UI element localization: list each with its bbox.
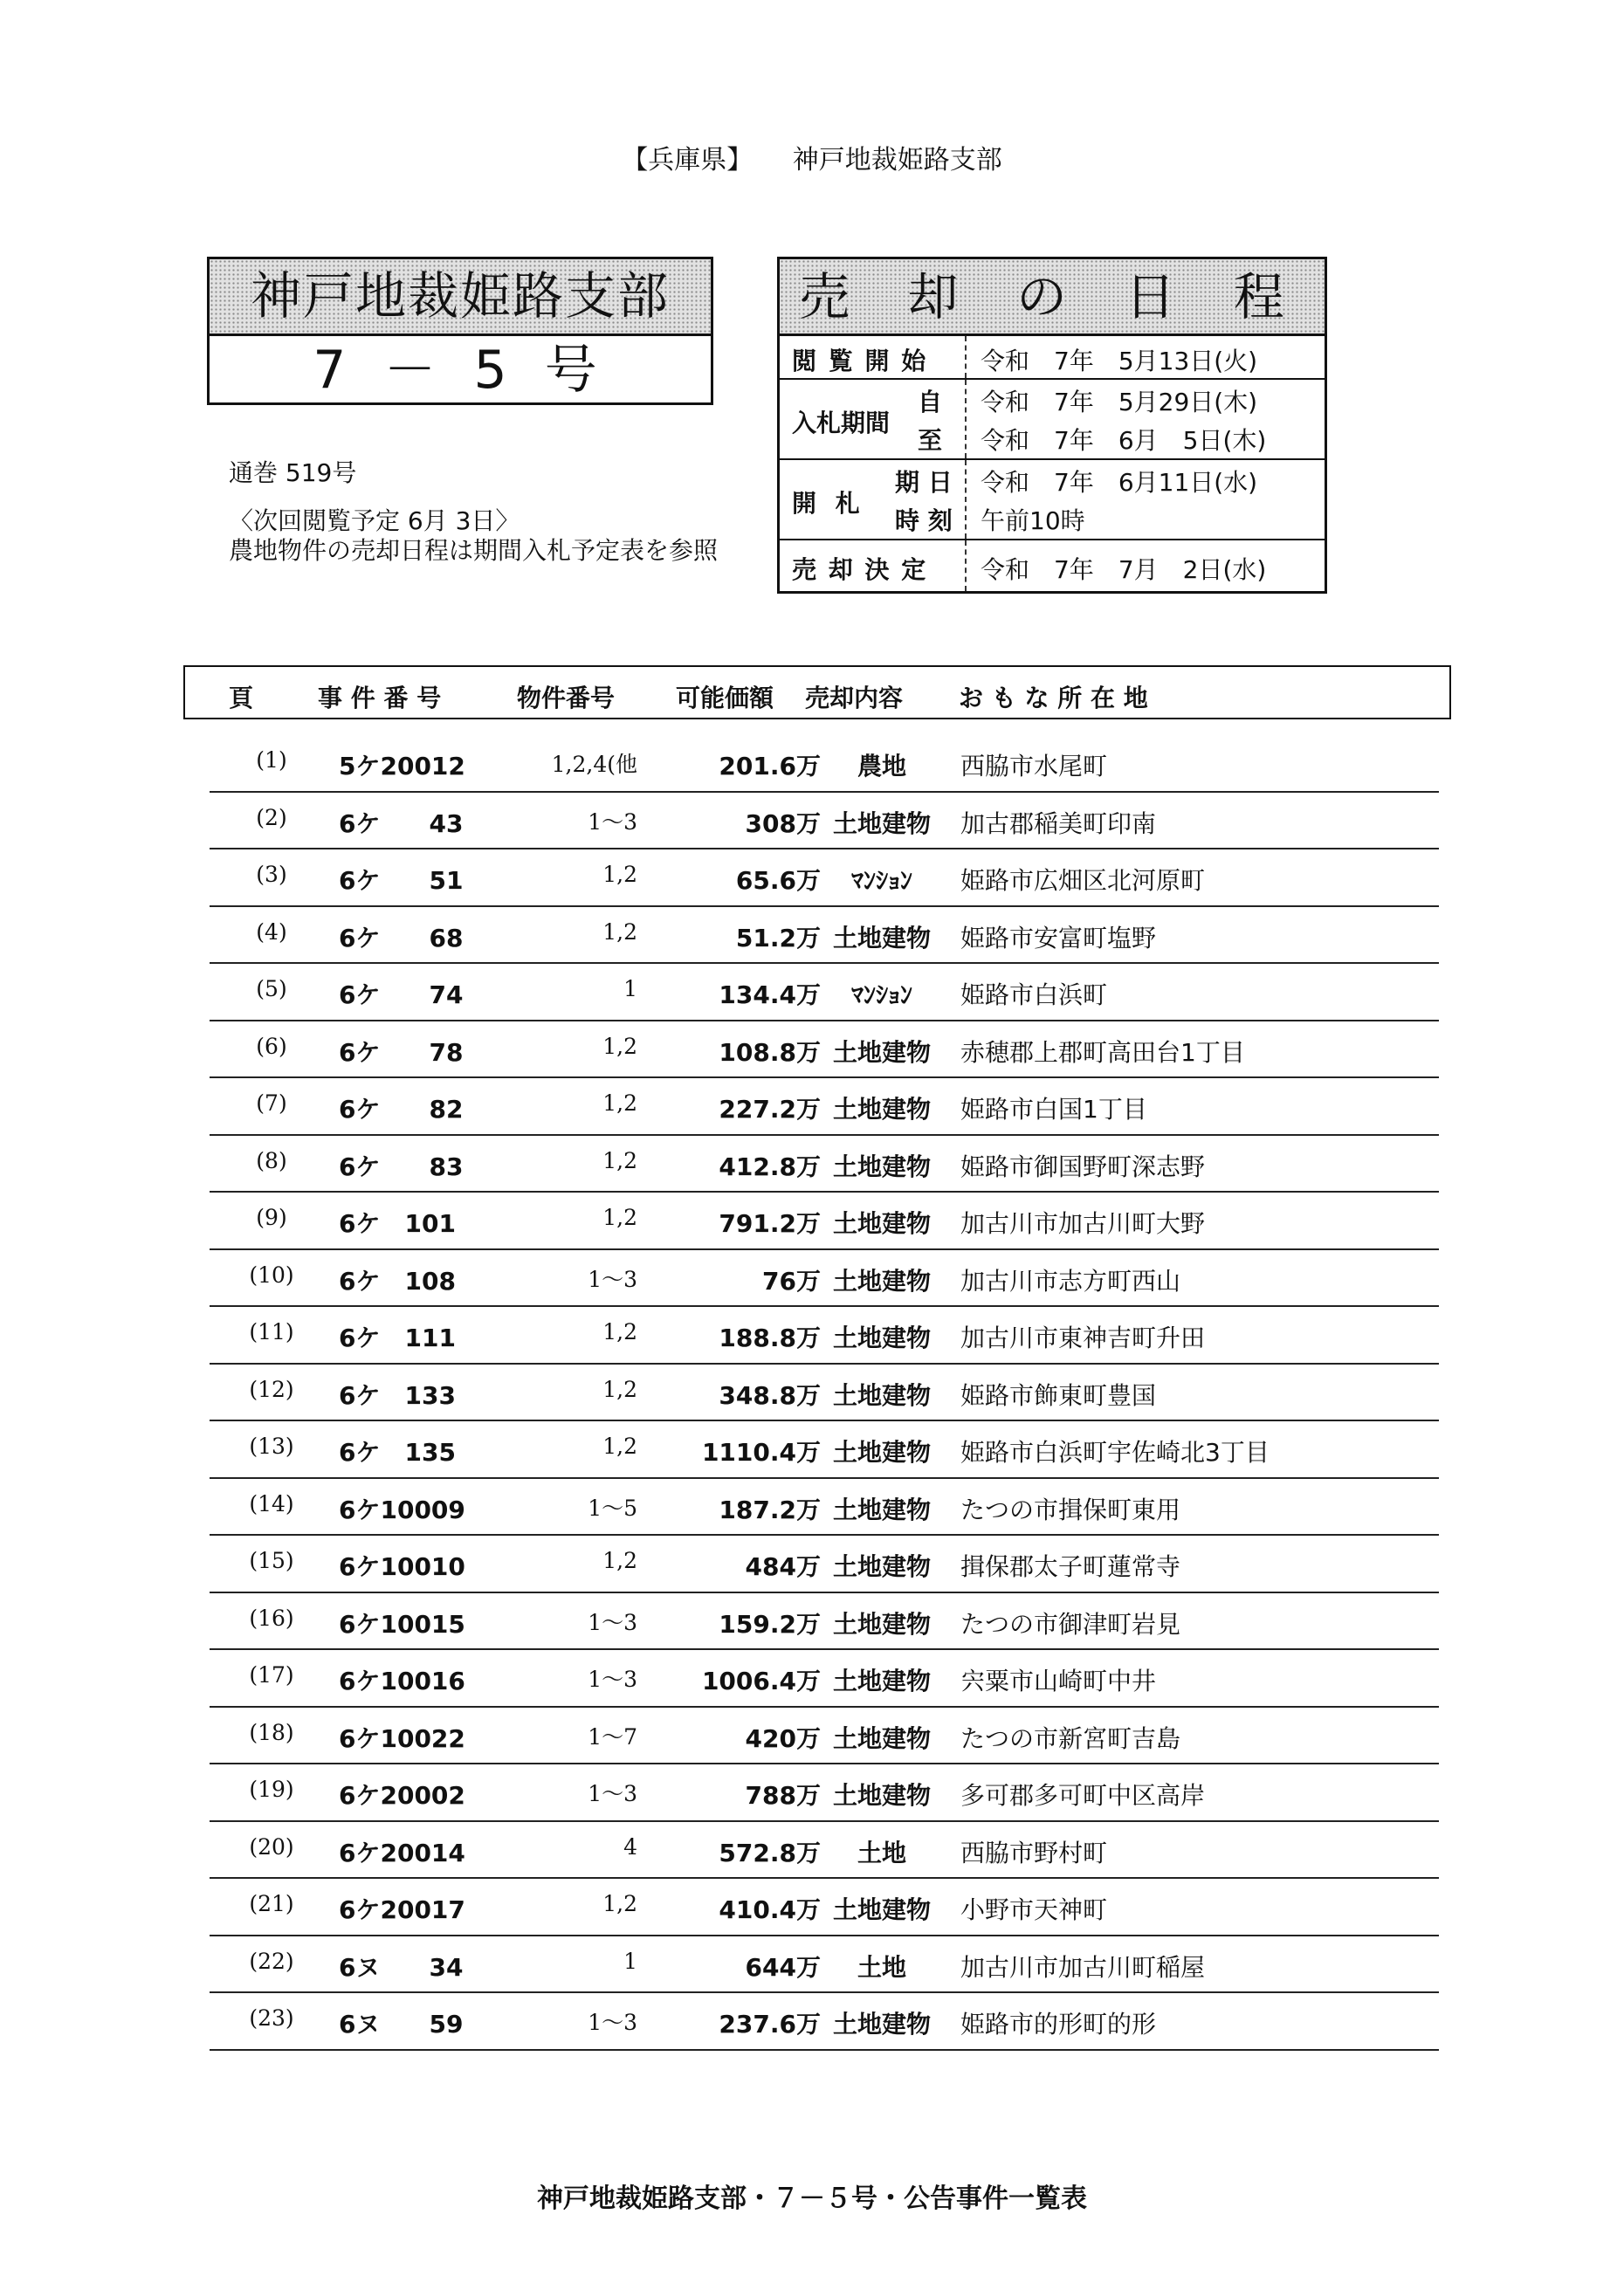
row-price: 108.8万 (719, 1037, 821, 1067)
header-item-number: 物件番号 (517, 684, 616, 712)
row-case-number: 6ケ10009 (339, 1495, 465, 1524)
row-location: 姫路市白浜町宇佐崎北3丁目 (960, 1438, 1270, 1467)
table-row (210, 1193, 1439, 1250)
row-page: (19) (249, 1777, 294, 1802)
table-row (210, 1421, 1439, 1479)
row-price: 187.2万 (719, 1495, 821, 1524)
row-page: (22) (249, 1948, 294, 1974)
page-footer: 神戸地裁姫路支部・７－５号・公告事件一覧表 (537, 2183, 1087, 2214)
table-row (210, 1250, 1439, 1308)
row-item-number: 4 (623, 1833, 637, 1860)
row-item-number: 1～3 (588, 2010, 637, 2035)
row-price: 51.2万 (735, 923, 821, 952)
table-row (210, 1021, 1439, 1079)
row-sale-type: 土地 (857, 1838, 906, 1867)
row-price: 1110.4万 (701, 1438, 821, 1467)
page-header (0, 138, 1624, 176)
row-page: (3) (256, 862, 287, 887)
row-price: 201.6万 (719, 752, 821, 781)
row-sale-type: ﾏﾝｼｮﾝ (850, 866, 912, 895)
row-location: 加古川市東神吉町升田 (960, 1324, 1206, 1352)
table-row (210, 1536, 1439, 1593)
row-page: (8) (256, 1147, 287, 1173)
row-page: (5) (256, 976, 287, 1001)
row-item-number: 1～3 (588, 1266, 637, 1292)
table-row (210, 1365, 1439, 1422)
header-page: 頁 (229, 684, 254, 712)
row-sale-type: ﾏﾝｼｮﾝ (850, 980, 912, 1009)
row-page: (15) (249, 1548, 294, 1573)
row-price: 484万 (745, 1552, 821, 1581)
case-table-body (210, 735, 1439, 2051)
row-sale-type: 土地建物 (832, 1324, 931, 1352)
row-sale-type: 土地建物 (832, 1438, 931, 1467)
row-item-number: 1 (623, 1948, 637, 1974)
row-case-number: 6ケ 78 (339, 1037, 464, 1067)
row-page: (10) (249, 1262, 294, 1288)
row-item-number: 1～7 (588, 1723, 637, 1750)
row-item-number: 1,2 (602, 1033, 637, 1059)
row-page: (17) (249, 1662, 294, 1688)
row-case-number: 6ケ20002 (339, 1781, 465, 1810)
row-location: 姫路市白浜町 (960, 980, 1108, 1009)
table-row (210, 1650, 1439, 1708)
row-price: 65.6万 (735, 866, 821, 895)
row-item-number: 1,2 (602, 1376, 637, 1402)
row-price: 159.2万 (719, 1609, 821, 1639)
table-row (210, 735, 1439, 793)
row-item-number: 1 (623, 976, 637, 1001)
row-price: 420万 (745, 1723, 821, 1753)
opening-time-value: 午前10時 (981, 506, 1085, 535)
row-price: 788万 (745, 1781, 821, 1810)
row-case-number: 6ケ 83 (339, 1152, 464, 1181)
row-location: 加古川市志方町西山 (960, 1266, 1181, 1296)
table-row (210, 1936, 1439, 1994)
table-row (210, 907, 1439, 965)
row-price: 76万 (762, 1266, 821, 1296)
table-row (210, 1307, 1439, 1365)
prefecture-label: 【兵庫県】 (622, 145, 754, 175)
row-location: 姫路市広畑区北河原町 (960, 866, 1206, 895)
row-case-number: 6ヌ 34 (339, 1952, 464, 1982)
row-page: (16) (249, 1605, 294, 1631)
row-item-number: 1,2 (602, 1319, 637, 1344)
opening-date-value: 令和 7年 6月11日(水) (981, 468, 1258, 497)
row-price: 237.6万 (719, 2010, 821, 2039)
header-price: 可能価額 (676, 684, 774, 712)
row-location: 姫路市御国野町深志野 (960, 1152, 1206, 1181)
row-location: 赤穂郡上郡町高田台1丁目 (960, 1037, 1245, 1067)
row-price: 1006.4万 (701, 1667, 821, 1695)
row-location: 加古郡稲美町印南 (960, 808, 1157, 838)
row-page: (7) (256, 1090, 287, 1116)
row-item-number: 1～3 (588, 1609, 637, 1635)
row-page: (13) (249, 1434, 294, 1459)
row-case-number: 6ヌ 59 (339, 2010, 464, 2039)
table-row (210, 793, 1439, 850)
row-sale-type: 土地建物 (832, 1495, 931, 1524)
row-location: 小野市天神町 (960, 1895, 1108, 1924)
bid-to-value: 令和 7年 6月 5日(木) (981, 426, 1267, 455)
volume-number: 通巻 519号 (229, 458, 357, 487)
row-page: (18) (249, 1719, 294, 1745)
row-page: (6) (256, 1033, 287, 1059)
row-item-number: 1,2 (602, 1434, 637, 1459)
row-sale-type: 土地建物 (832, 1723, 931, 1753)
row-location: 姫路市安富町塩野 (960, 923, 1157, 952)
row-item-number: 1,2,4(他 (551, 752, 637, 777)
row-sale-type: 土地建物 (832, 923, 931, 952)
row-item-number: 1,2 (602, 1548, 637, 1573)
schedule-title: 売 却 の 日 程 (780, 259, 1325, 336)
row-sale-type: 土地建物 (832, 2010, 931, 2039)
row-item-number: 1～3 (588, 1667, 637, 1692)
row-sale-type: 土地建物 (832, 1609, 931, 1639)
table-row (210, 1708, 1439, 1765)
row-page: (21) (249, 1891, 294, 1916)
row-case-number: 6ケ10022 (339, 1723, 465, 1753)
court-label: 神戸地裁姫路支部 (792, 145, 1002, 175)
row-location: 揖保郡太子町蓮常寺 (960, 1552, 1181, 1581)
row-sale-type: 土地建物 (832, 1667, 931, 1695)
row-page: (14) (249, 1490, 294, 1516)
row-item-number: 1,2 (602, 1891, 637, 1916)
row-item-number: 1,2 (602, 1205, 637, 1230)
row-case-number: 6ケ 108 (339, 1266, 456, 1296)
table-row (210, 964, 1439, 1021)
row-case-number: 6ケ 111 (339, 1324, 456, 1352)
row-price: 791.2万 (719, 1209, 821, 1238)
schedule-row-bidding (780, 378, 1325, 458)
row-sale-type: 土地建物 (832, 1895, 931, 1924)
title-box (207, 257, 713, 405)
row-page: (1) (256, 747, 287, 773)
row-case-number: 6ケ10010 (339, 1552, 465, 1581)
row-location: たつの市新宮町吉島 (960, 1723, 1181, 1753)
row-case-number: 6ケ 51 (339, 866, 464, 895)
row-page: (23) (249, 2005, 294, 2031)
row-sale-type: 土地建物 (832, 1152, 931, 1181)
row-location: 宍粟市山崎町中井 (960, 1667, 1157, 1695)
row-location: 加古川市加古川町稲屋 (960, 1952, 1206, 1982)
row-location: たつの市御津町岩見 (960, 1609, 1181, 1639)
row-sale-type: 土地建物 (832, 1781, 931, 1810)
row-case-number: 6ケ10016 (339, 1667, 465, 1695)
row-item-number: 1～3 (588, 808, 637, 835)
viewing-value: 令和 7年 5月13日(火) (981, 347, 1258, 375)
row-location: たつの市揖保町東用 (960, 1495, 1181, 1524)
title-issue-number: 7 － 5 号 (313, 340, 608, 401)
bid-period-label: 入札期間 (792, 409, 891, 437)
row-location: 加古川市加古川町大野 (960, 1209, 1206, 1238)
row-page: (2) (256, 804, 287, 830)
header-sale-type: 売却内容 (805, 684, 904, 712)
row-location: 西脇市水尾町 (960, 752, 1108, 781)
table-row (210, 1764, 1439, 1822)
table-row (210, 849, 1439, 907)
row-page: (9) (256, 1205, 287, 1230)
schedule-row-decision (780, 539, 1325, 591)
header-case-number: 事 件 番 号 (318, 684, 442, 712)
row-sale-type: 土地建物 (832, 1380, 931, 1410)
row-case-number: 6ケ20014 (339, 1838, 465, 1867)
row-sale-type: 土地建物 (832, 1037, 931, 1067)
row-item-number: 1～5 (588, 1495, 637, 1521)
table-row (210, 1879, 1439, 1936)
row-price: 308万 (745, 808, 821, 838)
row-case-number: 5ケ20012 (339, 752, 465, 781)
row-case-number: 6ケ 82 (339, 1095, 464, 1124)
table-row (210, 1078, 1439, 1136)
row-page: (4) (256, 918, 287, 945)
row-case-number: 6ケ 133 (339, 1380, 456, 1410)
header-location: お も な 所 在 地 (959, 684, 1148, 712)
table-row (210, 1479, 1439, 1537)
row-location: 姫路市的形町的形 (960, 2010, 1157, 2039)
row-price: 134.4万 (719, 980, 821, 1009)
row-sale-type: 農地 (857, 752, 906, 781)
bid-to-label: 至 (918, 426, 943, 455)
row-item-number: 1,2 (602, 1090, 637, 1116)
row-case-number: 6ケ10015 (339, 1609, 465, 1639)
row-case-number: 6ケ 135 (339, 1438, 456, 1467)
row-price: 227.2万 (719, 1095, 821, 1124)
row-case-number: 6ケ 43 (339, 808, 464, 838)
row-sale-type: 土地建物 (832, 1552, 931, 1581)
next-viewing-note: 〈次回閲覧予定 6月 3日〉 (229, 506, 520, 535)
table-row (210, 1993, 1439, 2051)
row-location: 姫路市飾東町豊国 (960, 1380, 1157, 1410)
row-page: (20) (249, 1833, 294, 1860)
row-item-number: 1,2 (602, 1147, 637, 1173)
row-price: 644万 (745, 1952, 821, 1982)
row-sale-type: 土地 (857, 1952, 906, 1982)
row-page: (11) (249, 1319, 294, 1344)
row-price: 412.8万 (719, 1152, 821, 1181)
farmland-schedule-note: 農地物件の売却日程は期間入札予定表を参照 (229, 536, 719, 565)
row-price: 188.8万 (719, 1324, 821, 1352)
table-row (210, 1822, 1439, 1880)
row-sale-type: 土地建物 (832, 1209, 931, 1238)
title-court-name: 神戸地裁姫路支部 (210, 259, 711, 336)
row-case-number: 6ケ 101 (339, 1209, 456, 1238)
row-page: (12) (249, 1376, 294, 1402)
row-item-number: 1～3 (588, 1781, 637, 1806)
bid-from-label: 自 (918, 388, 943, 416)
row-location: 多可郡多可町中区高岸 (960, 1781, 1206, 1810)
opening-date-label: 期 日 (895, 468, 953, 497)
bid-from-value: 令和 7年 5月29日(木) (981, 388, 1258, 416)
row-location: 姫路市白国1丁目 (960, 1095, 1147, 1124)
schedule-row-opening (780, 458, 1325, 539)
row-item-number: 1,2 (602, 918, 637, 945)
table-row (210, 1136, 1439, 1193)
row-sale-type: 土地建物 (832, 808, 931, 838)
decision-label: 売 却 決 定 (792, 555, 928, 584)
opening-time-label: 時 刻 (895, 506, 953, 535)
row-sale-type: 土地建物 (832, 1266, 931, 1296)
row-case-number: 6ケ 74 (339, 980, 464, 1009)
row-case-number: 6ケ 68 (339, 923, 464, 952)
row-location: 西脇市野村町 (960, 1838, 1108, 1867)
opening-label: 開 札 (792, 489, 865, 518)
row-price: 572.8万 (719, 1838, 821, 1867)
row-item-number: 1,2 (602, 862, 637, 887)
table-header (183, 665, 1451, 719)
table-row (210, 1593, 1439, 1651)
row-case-number: 6ケ20017 (339, 1895, 465, 1924)
row-price: 410.4万 (719, 1895, 821, 1924)
sale-schedule-box (777, 257, 1327, 594)
row-sale-type: 土地建物 (832, 1095, 931, 1124)
schedule-row-viewing (780, 336, 1325, 378)
viewing-label: 閲 覧 開 始 (792, 347, 928, 375)
decision-value: 令和 7年 7月 2日(水) (981, 555, 1267, 584)
row-price: 348.8万 (719, 1380, 821, 1410)
